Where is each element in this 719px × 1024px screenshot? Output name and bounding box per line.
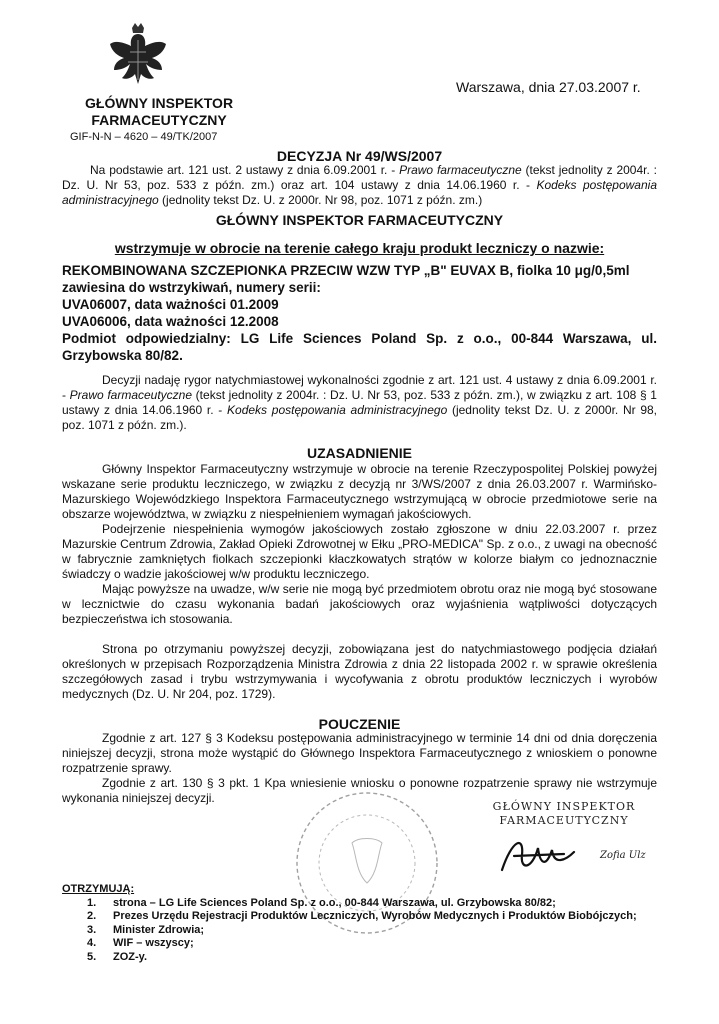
recipient-text: ZOZ-y. xyxy=(113,950,148,963)
justification-paragraph-1: Główny Inspektor Farmaceutyczny wstrzymuje w obrocie na terenie Rzeczypospolitej Polskiej powyżej wskazane serie produktu leczniczego, w związku z decyzją nr 3/WS/2007 z dnia 26.03.2007 r. Warmińsko-Mazurskiego Wojewódzkiego Inspektora Farmaceutycznego wstrzymującą w obrocie przedmiotowe serie na obszarze województwa, w związku z niespełnieniem wymagań jakościowych. xyxy=(62,462,657,521)
suspension-statement: wstrzymuje w obrocie na terenie całego kraju produkt leczniczy o nazwie: xyxy=(114,240,605,256)
recipient-number: 4. xyxy=(87,937,97,949)
recipient-number: 1. xyxy=(87,896,97,909)
issuer-line2: FARMACEUTYCZNY xyxy=(91,112,227,128)
recipients-label: OTRZYMUJĄ: xyxy=(62,883,135,895)
rigor-text-a: Decyzji nadaję rygor natychmiastowej wykonalności zgodnie z art. 121 ust. 4 ustawy z dnia 6.09.2001 r. - xyxy=(62,373,657,402)
basis-text-e: (jednolity tekst Dz. U. z 2000r. Nr 98, poz. 1071 z późn. zm.) xyxy=(158,193,483,207)
recipient-number: 3. xyxy=(87,923,97,936)
list-item xyxy=(62,924,637,938)
product-name: REKOMBINOWANA SZCZEPIONKA PRZECIW WZW TYP „B" EUVAX B, fiolka 10 μg/0,5ml xyxy=(62,263,630,278)
rigor-text-d: Kodeks postępowania administracyjnego xyxy=(227,403,448,417)
rigor-text-c: (tekst jednolity z 2004r. : Dz. U. Nr 53, poz. 533 z późn. zm.), w związku z art. 108 § 1 ustawy z dnia 14.06.1960 r. - xyxy=(62,388,657,417)
product-block xyxy=(62,262,657,364)
recipient-text: Minister Zdrowia; xyxy=(113,923,205,936)
basis-text-b: Prawo farmaceutyczne xyxy=(399,163,522,177)
authority-heading: GŁÓWNY INSPEKTOR FARMACEUTYCZNY xyxy=(215,212,504,228)
justification-paragraph-3: Mając powyższe na uwadze, w/w serie nie mogą być przedmiotem obrotu oraz nie mogą być stosowane w lecznictwie do czasu wykonania badań jakościowych oraz wyjaśnienia wątpliwości dotyczących bezpieczeństwa ich stosowania. xyxy=(62,582,657,626)
list-item xyxy=(62,951,637,965)
reference-number: GIF-N-N – 4620 – 49/TK/2007 xyxy=(70,131,218,143)
stamp-line2: FARMACEUTYCZNY xyxy=(499,814,629,827)
instruction-paragraph-2: Zgodnie z art. 130 § 3 pkt. 1 Kpa wniesienie wniosku o ponowne rozpatrzenie sprawy nie wstrzymuje wykonania niniejszej decyzji. xyxy=(62,776,657,805)
justification-body xyxy=(62,462,657,702)
recipient-text: Prezes Urzędu Rejestracji Produktów Leczniczych, Wyrobów Medycznych i Produktów Biobójczych; xyxy=(113,910,637,922)
decision-title: DECYZJA Nr 49/WS/2007 xyxy=(276,148,443,164)
justification-paragraph-4: Strona po otrzymaniu powyższej decyzji, zobowiązana jest do natychmiastowego podjęcia działań określonych w przepisach Rozporządzenia Ministra Zdrowia z dnia 22 listopada 2002 r. w sprawie określenia szczegółowych zasad i trybu wstrzymywania i wycofywania z obrotu produktów leczniczych i wyrobów medycznych (Dz. U. Nr 204, poz. 1729). xyxy=(62,642,657,701)
instruction-title: POUCZENIE xyxy=(318,716,401,732)
basis-text-c: (tekst jednolity z 2004r. : Dz. U. Nr 53, poz. 533 z późn. zm.) oraz art. 104 ustawy z dnia 14.06.1960 r. - xyxy=(62,163,658,192)
rigor-text-e: (jednolity tekst Dz. U. z 2000r. Nr 98, poz. 1071 z późn. zm.). xyxy=(62,403,658,432)
list-item xyxy=(62,937,637,951)
product-series-1: UVA06007, data ważności 01.2009 xyxy=(62,297,279,312)
recipient-number: 5. xyxy=(87,950,97,963)
product-series-2: UVA06006, data ważności 12.2008 xyxy=(62,314,279,329)
issuer-line1: GŁÓWNY INSPEKTOR xyxy=(85,95,234,111)
recipients-list xyxy=(62,883,637,964)
issuer-heading xyxy=(85,95,233,129)
name-stamp xyxy=(484,800,644,828)
justification-title: UZASADNIENIE xyxy=(306,445,412,461)
signer-name: Zofia Ulz xyxy=(600,850,646,861)
responsible-entity: Podmiot odpowiedzialny: LG Life Sciences Poland Sp. z o.o., 00-844 Warszawa, ul. Grzybowska 80/82. xyxy=(62,331,657,363)
enforceability-paragraph xyxy=(62,373,657,433)
legal-basis-paragraph xyxy=(62,163,657,208)
recipient-text: strona – LG Life Sciences Poland Sp. z o.o., 00-844 Warszawa, ul. Grzybowska 80/82; xyxy=(113,896,556,909)
basis-text-d: Kodeks postępowania administracyjnego xyxy=(62,178,657,207)
place-date: Warszawa, dnia 27.03.2007 r. xyxy=(456,79,641,95)
stamp-line1: GŁÓWNY INSPEKTOR xyxy=(492,800,636,813)
eagle-emblem-icon xyxy=(108,22,168,94)
justification-paragraph-2: Podejrzenie niespełnienia wymogów jakościowych zostało zgłoszone w dniu 22.03.2007 r. przez Mazurskie Centrum Zdrowia, Zakład Opieki Zdrowotnej w Ełku „PRO-MEDICA" Sp. z o.o., z uwagi na obecność w fabrycznie zamkniętych fiolkach szczepionki kłaczkowatych strątów w kolorze białym co jednoznacznie świadczy o wadzie jakościowej w/w produktu leczniczego. xyxy=(62,522,657,581)
basis-text-a: Na podstawie art. 121 ust. 2 ustawy z dnia 6.09.2001 r. - xyxy=(90,163,400,177)
product-form: zawiesina do wstrzykiwań, numery serii: xyxy=(62,280,321,295)
list-item xyxy=(62,910,637,924)
instruction-paragraph-1: Zgodnie z art. 127 § 3 Kodeksu postępowania administracyjnego w terminie 14 dni od dnia doręczenia niniejszej decyzji, strona może wystąpić do Głównego Inspektora Farmaceutycznego z wnioskiem o ponowne rozpatrzenie sprawy. xyxy=(62,731,657,775)
rigor-text-b: Prawo farmaceutyczne xyxy=(69,388,193,402)
recipient-number: 2. xyxy=(87,910,97,922)
list-item xyxy=(62,897,637,911)
recipient-text: WIF – wszyscy; xyxy=(113,937,194,949)
